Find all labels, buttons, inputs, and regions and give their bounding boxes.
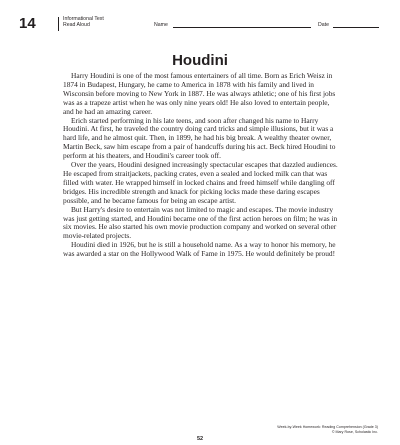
article-title: Houdini (172, 52, 228, 69)
worksheet-number: 14 (19, 15, 36, 32)
credit-line-1: Week-by-Week Homework: Reading Comprehension (Grade 3) (277, 425, 378, 429)
genre-line-1: Informational Text (63, 16, 104, 22)
article-body (63, 72, 341, 259)
genre-line-2: Read Aloud (63, 22, 90, 28)
paragraph-5: Houdini died in 1926, but he is still a household name. As a way to honor his memory, he was awarded a star on the Hollywood Walk of Fame in 1975. He would definitely be proud! (63, 240, 336, 259)
date-line (333, 27, 379, 28)
paragraph-2: Erich started performing in his late teens, and soon after changed his name to Harry Houdini. At first, he traveled the country doing card tricks and simple illusions, but it was a hard life, and he almost quit. Then, in 1899, he had his big break. A wealthy theater owner, Martin Beck, saw him escape from a pair of handcuffs during his act. Beck hired Houdini to perform at his theaters, and Houdini's career took off. (63, 115, 336, 161)
worksheet-header (19, 16, 379, 36)
paragraph-4: But Harry's desire to entertain was not limited to magic and escapes. The movie industry was just getting started, and Houdini became one of the first action heroes on film; he was in six movies. He also started his own movie production company and worked on several other movie-related projects. (63, 204, 338, 241)
paragraph-1: Harry Houdini is one of the most famous entertainers of all time. Born as Erich Weisz in 1874 in Budapest, Hungary, he came to America in 1878 with his family and lived in Wisconsin before moving to New York in 1887. He was always athletic; one of his first jobs was as a trapeze artist when he was only nine years old! He also loved to entertain people, and he had an amazing career. (63, 71, 336, 116)
footer-page-number: 52 (196, 436, 204, 442)
paragraph-3: Over the years, Houdini designed increasingly spectacular escapes that dazzled audiences. He escaped from straitjackets, packing crates, even a sealed and locked milk can that was filled with water. He wrapped himself in locked chains and freed himself while dangling off bridges. His incredible strength and knack for picking locks made these daring escapes possible, and he became famous for being an escape artist. (63, 160, 338, 205)
credit-line-2: © Mary Rose, Scholastic Inc. (331, 429, 378, 434)
name-line (173, 27, 311, 28)
name-label: Name (154, 22, 168, 28)
header-divider (58, 17, 59, 31)
footer-credit (277, 425, 378, 434)
date-label: Date (318, 22, 329, 28)
genre-label (63, 16, 104, 28)
